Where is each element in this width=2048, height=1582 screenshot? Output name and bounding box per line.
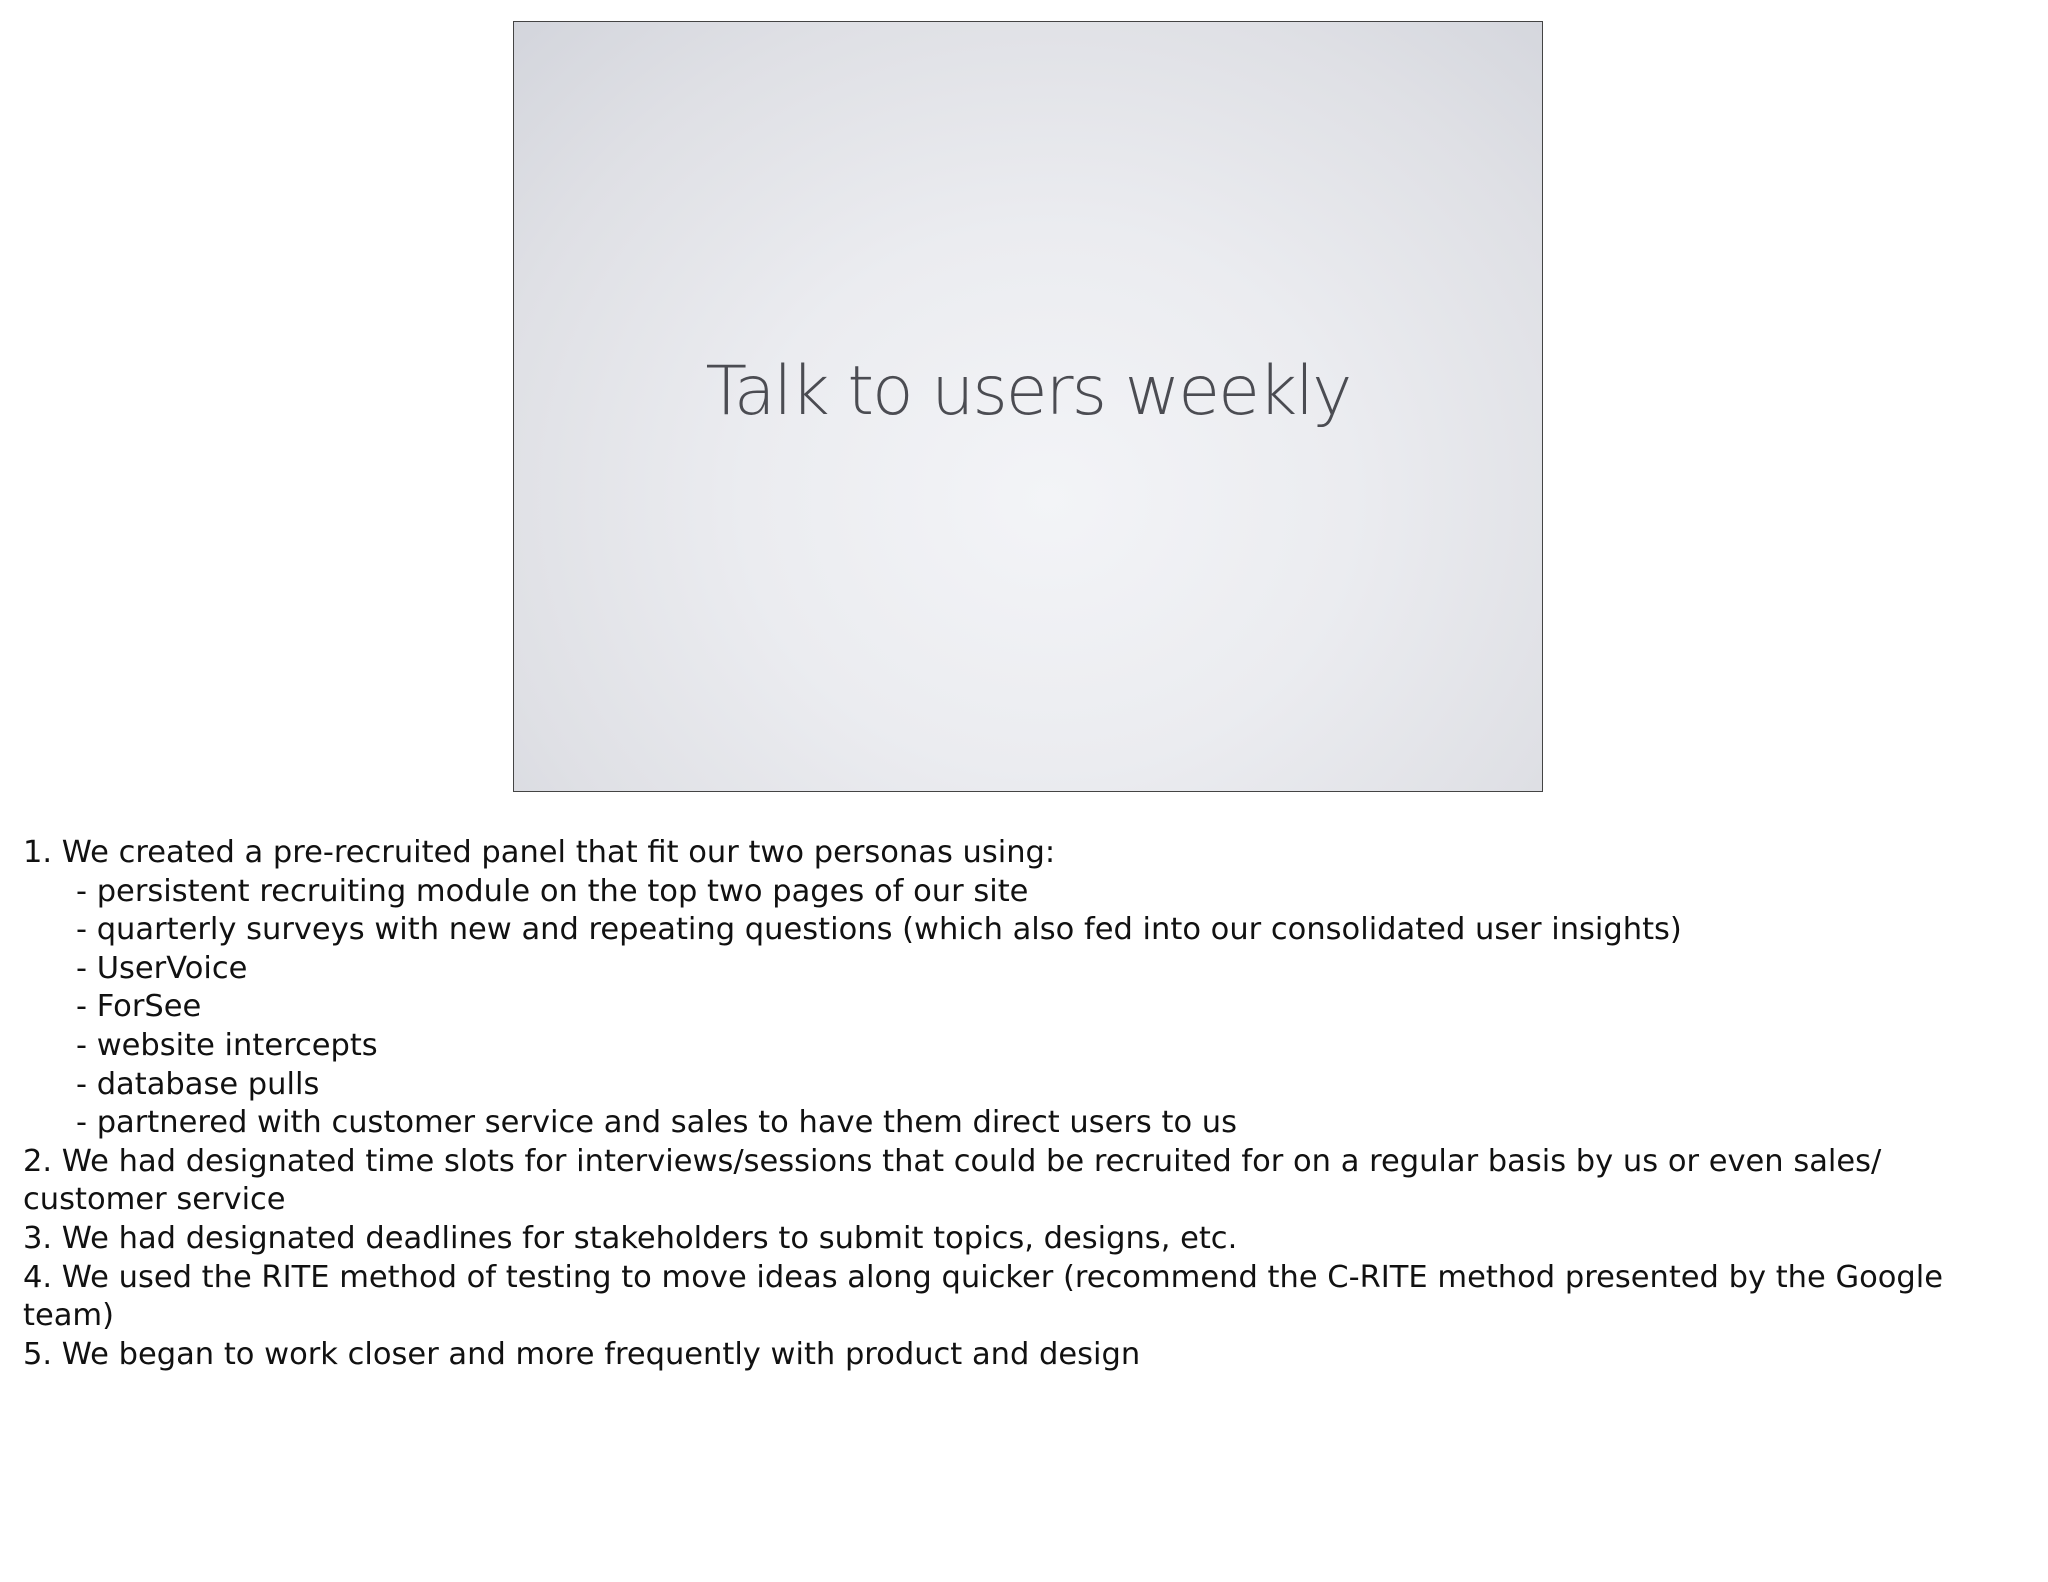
note-sub-item: - database pulls xyxy=(76,1066,320,1102)
note-sub-item: - website intercepts xyxy=(76,1027,378,1063)
note-item-3: 3. We had designated deadlines for stakeholders to submit topics, designs, etc. xyxy=(23,1220,1238,1256)
note-sub-item: - persistent recruiting module on the top two pages of our site xyxy=(76,873,1029,909)
note-item-2: 2. We had designated time slots for interviews/sessions that could be recruited for on a regular basis by us or even sales/ customer service xyxy=(23,1143,1882,1218)
note-sub-item: - quarterly surveys with new and repeating questions (which also fed into our consolidated user insights) xyxy=(76,912,1682,948)
slide-thumbnail xyxy=(513,21,1543,792)
speaker-notes xyxy=(23,834,2028,1374)
note-sub-item: - UserVoice xyxy=(76,950,248,986)
note-item-1: 1. We created a pre-recruited panel that fit our two personas using: xyxy=(23,835,1056,870)
note-sub-item: - partnered with customer service and sales to have them direct users to us xyxy=(76,1105,1238,1141)
note-sub-item: - ForSee xyxy=(76,989,202,1025)
note-item-5: 5. We began to work closer and more frequently with product and design xyxy=(23,1336,1141,1372)
slide-title: Talk to users weekly xyxy=(705,352,1351,431)
note-item-4: 4. We used the RITE method of testing to move ideas along quicker (recommend the C-RITE method presented by the Google team) xyxy=(23,1259,1944,1334)
